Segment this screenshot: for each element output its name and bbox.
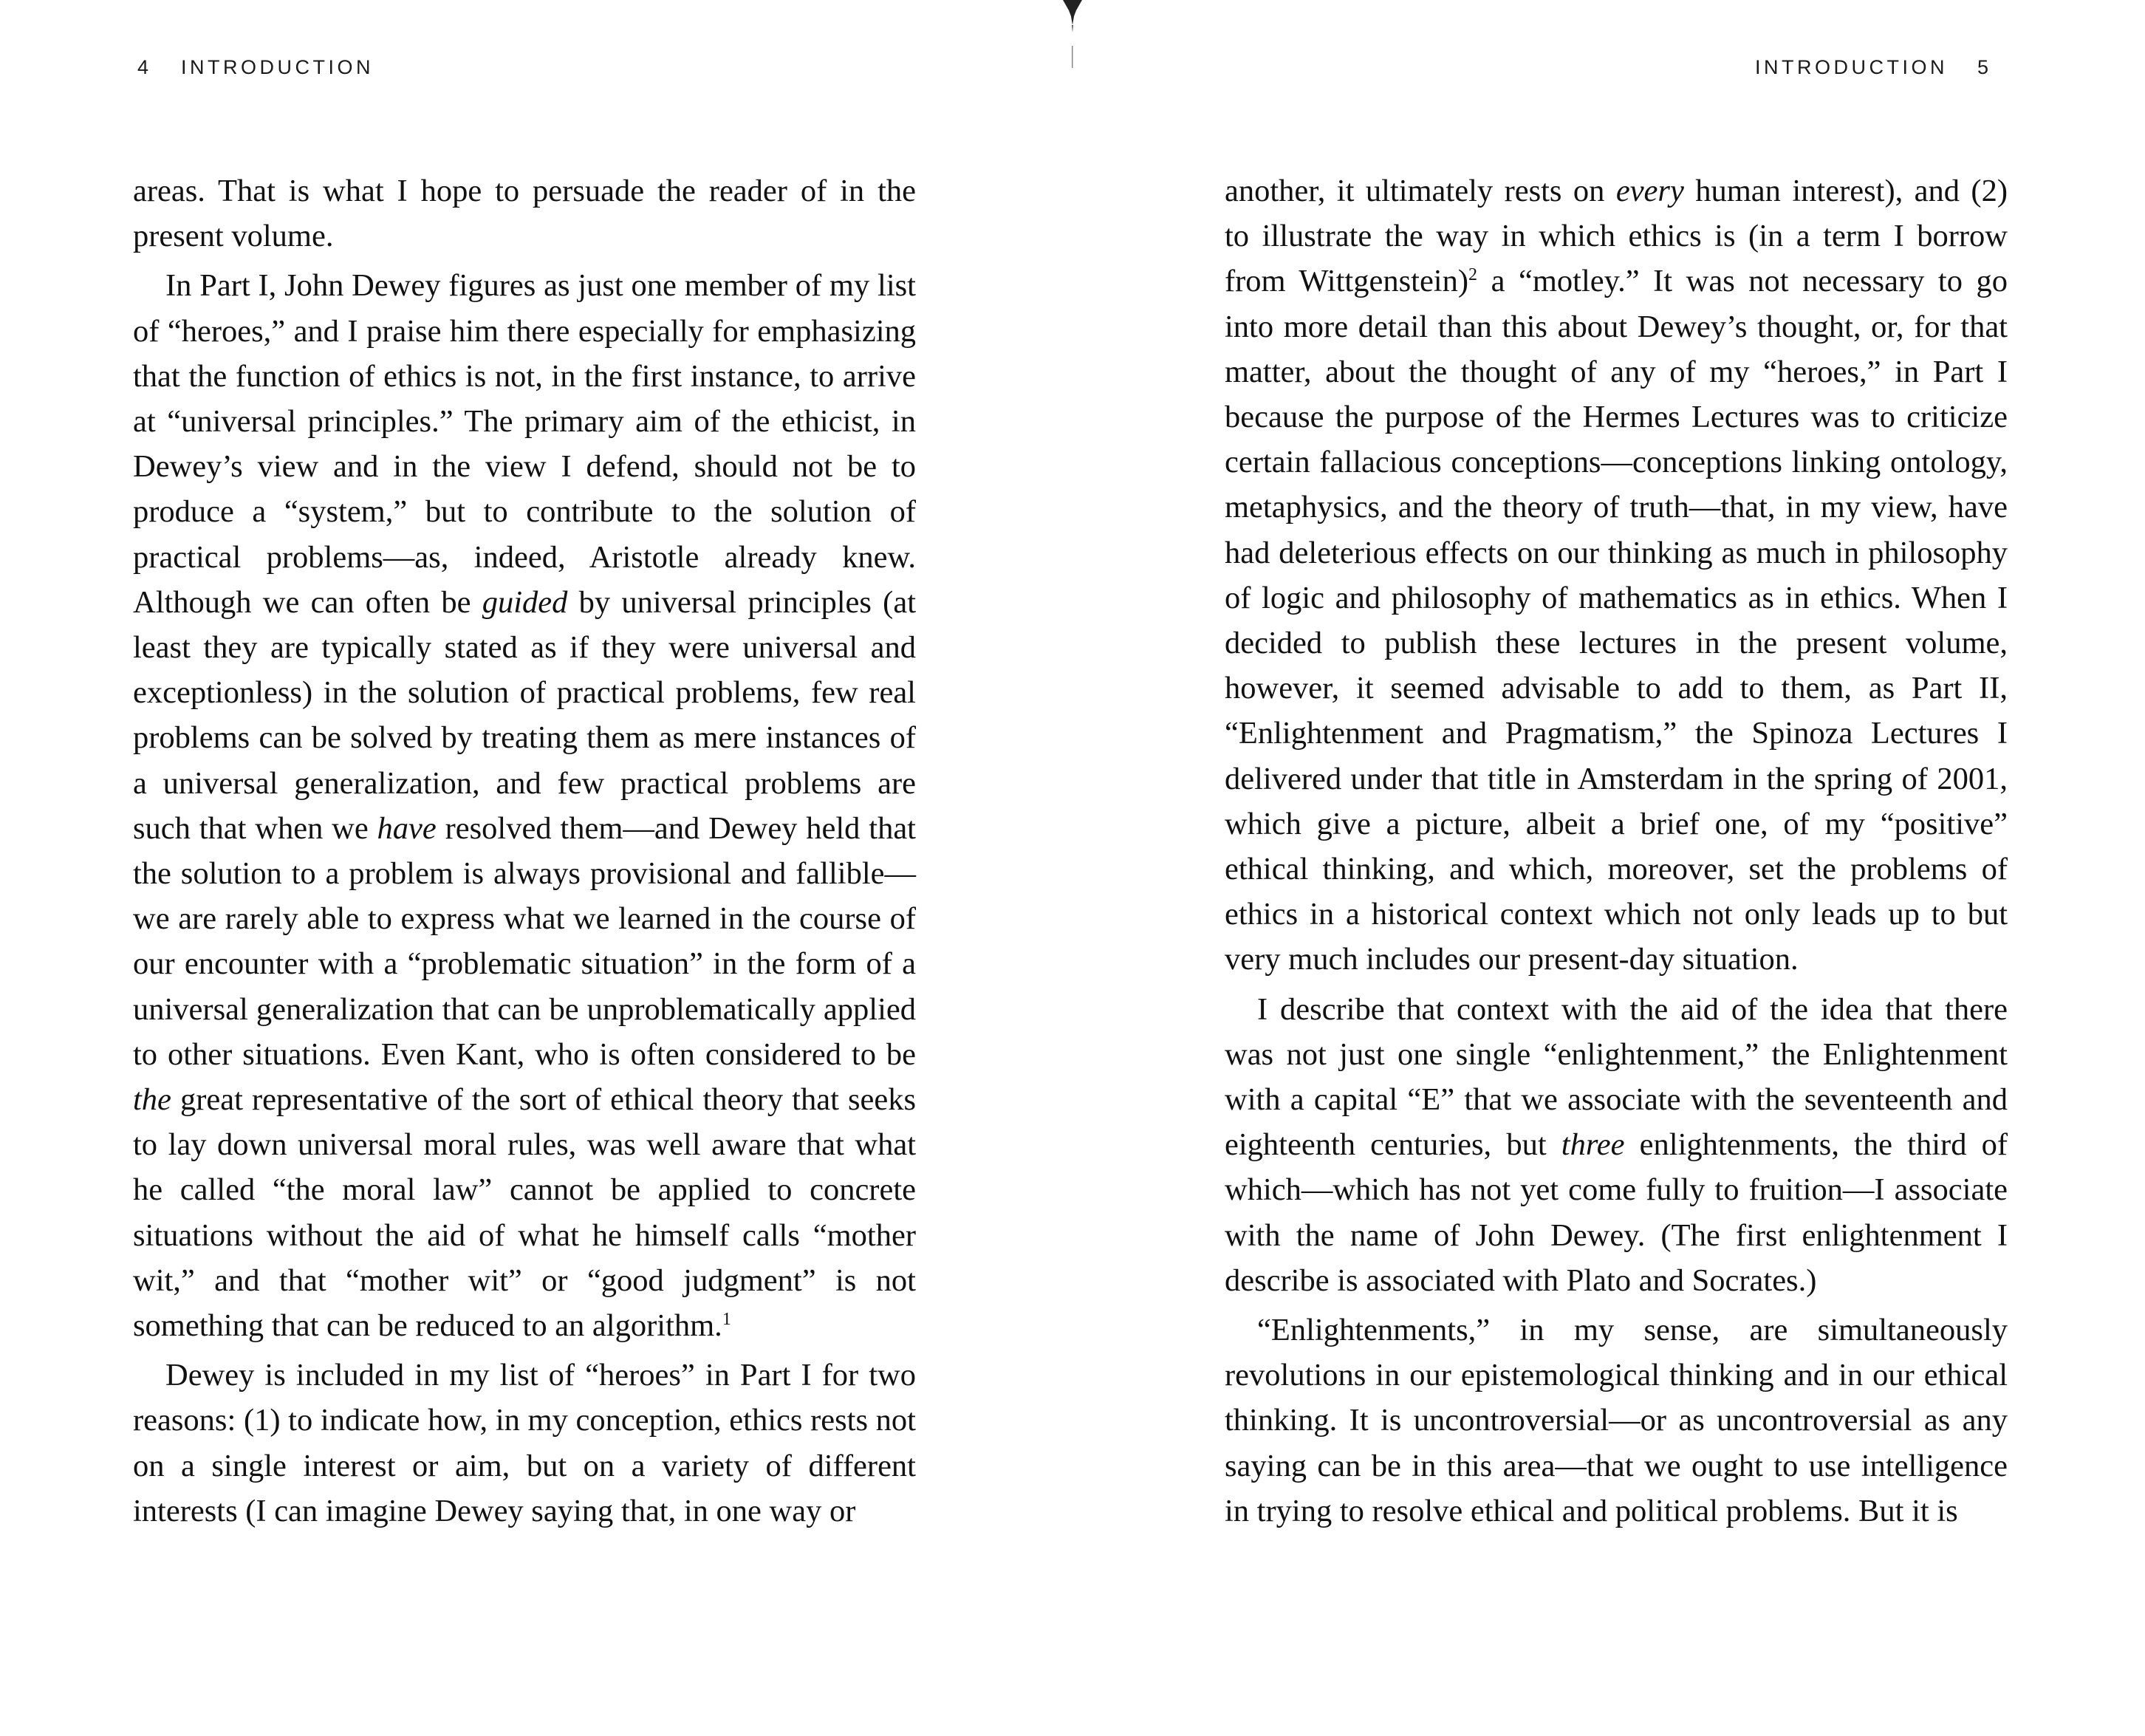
paragraph bbox=[1225, 168, 2008, 983]
italic-text: have bbox=[377, 810, 437, 846]
right-running-head bbox=[1755, 56, 1988, 79]
text-run: I describe that context with the aid of the idea that there was not just one single “enlightenment,” the Enlightenment with a capital “E” that we associate with the seventeenth and eighteenth centuries, but bbox=[1225, 991, 2008, 1163]
text-run: human interest), and (2) to illustrate the way in which ethics is (in a term I borrow from Wittgenstein) bbox=[1225, 174, 2008, 299]
italic-text: the bbox=[133, 1082, 171, 1118]
right-page bbox=[1072, 0, 2145, 1736]
chapter-title: INTRODUCTION bbox=[181, 56, 374, 78]
page-number: 4 bbox=[137, 56, 149, 78]
text-run: great representative of the sort of ethical theory that seeks to lay down universal moral rules, was well aware that what he called “the moral law” cannot be applied to concrete situations without the aid of what he himself calls “mother wit,” and that “mother wit” or “good judgment” is not something that can be reduced to an algorithm. bbox=[133, 1082, 916, 1344]
text-run: a “motley.” It was not necessary to go into more detail than this about Dewey’s thought, or, for that matter, about the thought of any of my “heroes,” in Part I because the purpose of the Hermes Lectures was to criticize certain fallacious conceptions—conceptions linking ontology, metaphysics, and the theory of truth—that, in my view, have had deleterious effects on our thinking as much in philosophy of logic and philosophy of mathematics as in ethics. When I decided to publish these lectures in the present volume, however, it seemed advisable to add to them, as Part II, “Enlightenment and Pragmatism,” the Spinoza Lectures I delivered under that title in Amsterdam in the spring of 2001, which give a picture, albeit a brief one, of my “positive” ethical thinking, and which, moreover, set the problems of ethics in a historical context which not only leads up to but very much includes our present-day situation. bbox=[1225, 264, 2008, 977]
left-body-text bbox=[133, 168, 916, 1534]
text-run: enlightenments, the third of which—which has not yet come fully to fruition—I associate with the name of John Dewey. (The first enlightenment I describe is associated with Plato and Socrates.) bbox=[1225, 1127, 2008, 1298]
page-number: 5 bbox=[1977, 56, 1988, 78]
italic-text: every bbox=[1615, 174, 1684, 208]
text-run: another, it ultimately rests on bbox=[1225, 174, 1616, 208]
italic-text: three bbox=[1561, 1127, 1625, 1163]
left-running-head bbox=[137, 56, 374, 79]
text-run: In Part I, John Dewey figures as just one member of my list of “heroes,” and I praise him there especially for emphasizing that the function of ethics is not, in the first instance, to arrive at “universal principles.” The primary aim of the ethicist, in Dewey’s view and in the view I defend, should not be to produce a “system,” but to contribute to the solution of practical problems—as, indeed, Aristotle already knew. Although we can often be bbox=[133, 268, 916, 620]
paragraph: Dewey is included in my list of “heroes” in Part I for two reasons: (1) to indicate how, in my conception, ethics rests not on a single interest or aim, but on a variety of different interests (I can imagine Dewey saying that, in one way or bbox=[133, 1358, 916, 1528]
text-run: resolved them—and Dewey held that the solution to a problem is always provisional and fallible—we are rarely able to express what we learned in the course of our encounter with a “problematic situation” in the form of a universal generalization that can be unproblematically applied to other situations. Even Kant, who is often considered to be bbox=[133, 810, 916, 1072]
right-body-text bbox=[1225, 168, 2008, 1534]
footnote-ref: 2 bbox=[1468, 265, 1478, 285]
chapter-title: INTRODUCTION bbox=[1754, 56, 1948, 78]
text-run: by universal principles (at least they are typically stated as if they were universal and exceptionless) in the solution of practical problems, few real problems can be solved by treating them as mere instances of a universal generalization, and few practical problems are such that when we bbox=[133, 584, 917, 846]
italic-text: guided bbox=[482, 584, 568, 620]
footnote-ref: 1 bbox=[722, 1309, 731, 1329]
paragraph: “Enlightenments,” in my sense, are simultaneously revolutions in our epistemological thinking and in our ethical thinking. It is uncontroversial—or as uncontroversial as any saying can be in this area—that we ought to use intelligence in trying to resolve ethical and political problems. But it is bbox=[1225, 1313, 2008, 1528]
paragraph bbox=[1225, 987, 2008, 1303]
paragraph bbox=[133, 263, 916, 1348]
paragraph: areas. That is what I hope to persuade the reader of in the present volume. bbox=[133, 174, 916, 254]
left-page bbox=[0, 0, 1072, 1736]
